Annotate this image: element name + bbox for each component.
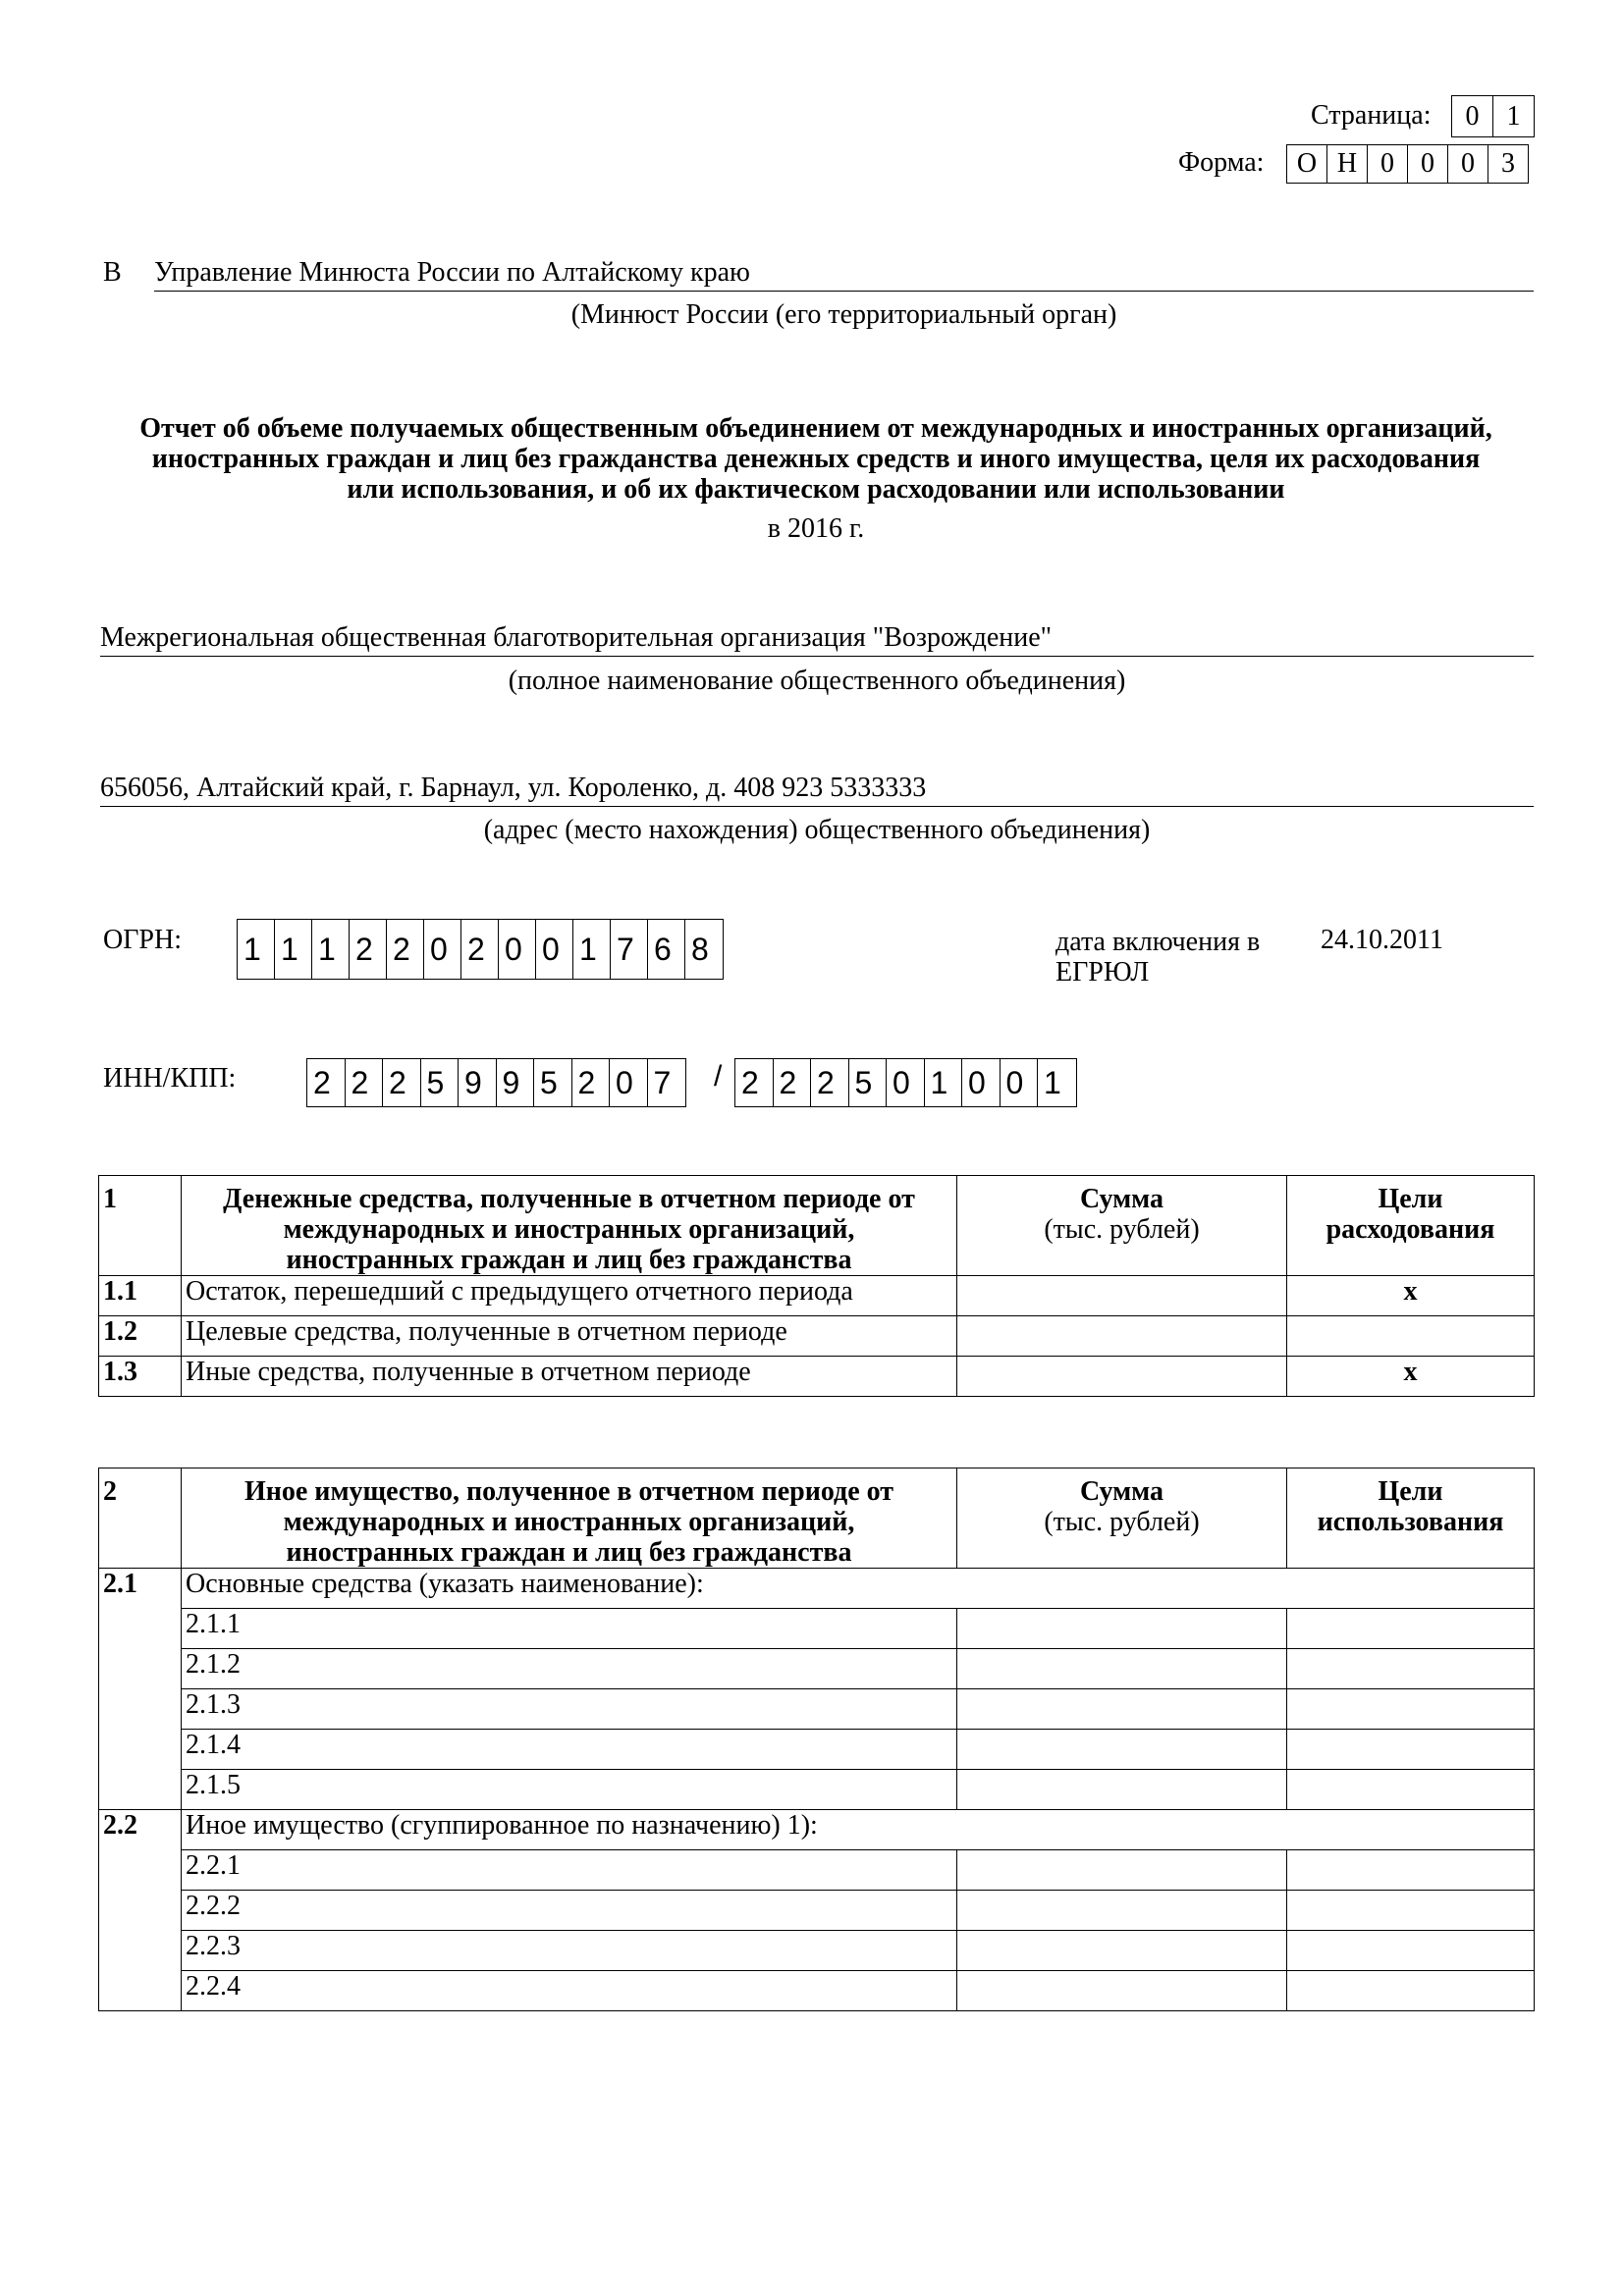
purpose-cell	[1287, 1850, 1535, 1891]
title-line-1: Отчет об объеме получаемых общественным объединением от международных и иностранных организаций,	[139, 413, 1492, 444]
sum-cell	[957, 1891, 1287, 1931]
page-number-boxes	[1451, 95, 1535, 137]
table-row	[99, 1649, 1535, 1689]
money-purpose-header	[1287, 1176, 1535, 1276]
sum-cell	[957, 1971, 1287, 2011]
page-digit-box: 1	[1506, 100, 1521, 132]
section-label: Иное имущество (сгуппированное по назначению) 1):	[182, 1810, 1535, 1850]
organization-name: Межрегиональная общественная благотворительная организация "Возрождение"	[100, 622, 1053, 653]
form-digit-box: 0	[1408, 145, 1448, 183]
ogrn-digit-box: 0	[536, 920, 573, 979]
ogrn-digit-box: 0	[499, 920, 536, 979]
table-row	[99, 1316, 1535, 1357]
form-code-boxes	[1286, 144, 1529, 184]
purpose-cell	[1287, 1931, 1535, 1971]
property-heading-line-3: иностранных граждан и лиц без гражданства	[286, 1537, 852, 1568]
table-row	[99, 1276, 1535, 1316]
table-row	[99, 1770, 1535, 1810]
table-row	[99, 1850, 1535, 1891]
table-row	[99, 1971, 1535, 2011]
money-table-number: 1	[99, 1176, 182, 1276]
money-table	[98, 1175, 1535, 1397]
page-digit-box: 0	[1452, 96, 1493, 136]
purpose-cell	[1287, 1609, 1535, 1649]
form-digit-box: 0	[1368, 145, 1408, 183]
row-number: 1.1	[99, 1276, 182, 1316]
property-sum-title: Сумма	[1079, 1476, 1164, 1507]
money-sum-unit: (тыс. рублей)	[1044, 1214, 1200, 1245]
inn-digit-box: 2	[383, 1059, 421, 1106]
property-table	[98, 1468, 1535, 2011]
inn-digit-box: 9	[459, 1059, 497, 1106]
inn-kpp-separator: /	[714, 1060, 723, 1093]
section-row	[99, 1810, 1535, 1850]
kpp-digit-box: 0	[962, 1059, 1001, 1106]
kpp-digit-box: 2	[811, 1059, 849, 1106]
purpose-cell	[1287, 1689, 1535, 1730]
address-caption: (адрес (место нахождения) общественного объединения)	[483, 815, 1151, 845]
item-number: 2.2.2	[182, 1891, 957, 1931]
report-year: в 2016 г.	[767, 513, 865, 544]
title-line-3: или использования, и об их фактическом расходовании или использовании	[347, 474, 1285, 505]
section-number: 2.1	[99, 1569, 182, 1810]
kpp-digit-box: 1	[925, 1059, 963, 1106]
address-value: 656056, Алтайский край, г. Барнаул, ул. Короленко, д. 408 923 5333333	[100, 773, 927, 803]
table-row	[99, 1891, 1535, 1931]
property-purpose-line-1: Цели	[1378, 1476, 1443, 1507]
row-label: Остаток, перешедший с предыдущего отчетного периода	[182, 1276, 957, 1316]
kpp-digit-box: 5	[849, 1059, 888, 1106]
recipient-field	[154, 257, 1534, 292]
item-number: 2.1.3	[182, 1689, 957, 1730]
kpp-digit-box: 0	[887, 1059, 925, 1106]
purpose-cell	[1287, 1891, 1535, 1931]
row-number: 1.3	[99, 1357, 182, 1397]
table-row	[99, 1931, 1535, 1971]
kpp-digit-box: 0	[1001, 1059, 1039, 1106]
purpose-cell	[1287, 1316, 1535, 1357]
kpp-boxes	[734, 1058, 1077, 1107]
inn-digit-box: 2	[346, 1059, 384, 1106]
ogrn-digit-box: 2	[461, 920, 499, 979]
item-number: 2.2.1	[182, 1850, 957, 1891]
ogrn-digit-box: 1	[275, 920, 312, 979]
property-table-header	[99, 1468, 1535, 1569]
property-table-heading	[182, 1468, 957, 1569]
sum-cell	[957, 1770, 1287, 1810]
item-number: 2.2.3	[182, 1931, 957, 1971]
sum-cell	[957, 1730, 1287, 1770]
money-purpose-line-1: Цели	[1378, 1184, 1443, 1214]
table-row	[99, 1609, 1535, 1649]
form-digit-box: Н	[1327, 145, 1368, 183]
money-table-heading	[182, 1176, 957, 1276]
item-number: 2.1.1	[182, 1609, 957, 1649]
recipient-value: Управление Минюста России по Алтайскому краю	[154, 257, 750, 288]
sum-cell	[957, 1689, 1287, 1730]
table-row	[99, 1689, 1535, 1730]
ogrn-digit-box: 1	[573, 920, 611, 979]
section-number: 2.2	[99, 1810, 182, 2011]
organization-name-caption: (полное наименование общественного объединения)	[508, 666, 1126, 696]
egrul-date-label-line1: дата включения в	[1055, 927, 1261, 957]
purpose-cell: х	[1287, 1276, 1535, 1316]
egrul-date-label	[1055, 927, 1260, 988]
property-heading-line-1: Иное имущество, полученное в отчетном периоде от	[243, 1476, 894, 1507]
table-row	[99, 1357, 1535, 1397]
form-digit-box: 0	[1448, 145, 1488, 183]
ogrn-digit-box: 1	[238, 920, 275, 979]
egrul-date-label-line2: ЕГРЮЛ	[1055, 957, 1150, 988]
ogrn-digit-box: 2	[387, 920, 424, 979]
sum-cell	[957, 1850, 1287, 1891]
recipient-prefix: В	[103, 257, 122, 288]
purpose-cell	[1287, 1971, 1535, 2011]
page-label: Страница:	[1311, 100, 1432, 131]
property-purpose-line-2: использования	[1317, 1507, 1504, 1537]
kpp-digit-box: 2	[735, 1059, 774, 1106]
recipient-caption: (Минюст России (его территориальный орган)	[570, 299, 1117, 330]
address-field	[100, 773, 1534, 807]
inn-digit-box: 2	[307, 1059, 346, 1106]
section-label: Основные средства (указать наименование):	[182, 1569, 1535, 1609]
title-line-2: иностранных граждан и лиц без гражданства денежных средств и иного имущества, целя их расходования	[151, 444, 1481, 474]
form-label: Форма:	[1178, 147, 1265, 178]
property-purpose-header	[1287, 1468, 1535, 1569]
organization-name-field	[100, 622, 1534, 657]
money-sum-header	[957, 1176, 1287, 1276]
inn-digit-box: 2	[572, 1059, 611, 1106]
table-row	[99, 1730, 1535, 1770]
purpose-cell: х	[1287, 1357, 1535, 1397]
inn-digit-box: 5	[421, 1059, 460, 1106]
item-number: 2.1.5	[182, 1770, 957, 1810]
money-sum-title: Сумма	[1079, 1184, 1164, 1214]
purpose-cell	[1287, 1649, 1535, 1689]
row-label: Целевые средства, полученные в отчетном периоде	[182, 1316, 957, 1357]
ogrn-boxes	[237, 919, 724, 980]
ogrn-digit-box: 1	[312, 920, 350, 979]
purpose-cell	[1287, 1730, 1535, 1770]
property-table-number: 2	[99, 1468, 182, 1569]
money-heading-line-1: Денежные средства, полученные в отчетном периоде от	[223, 1184, 915, 1214]
sum-cell	[957, 1316, 1287, 1357]
money-table-header	[99, 1176, 1535, 1276]
sum-cell	[957, 1357, 1287, 1397]
item-number: 2.1.4	[182, 1730, 957, 1770]
inn-boxes	[306, 1058, 686, 1107]
ogrn-digit-box: 8	[691, 931, 709, 967]
property-heading-line-2: международных и иностранных организаций,	[283, 1507, 855, 1537]
money-heading-line-2: международных и иностранных организаций,	[283, 1214, 855, 1245]
ogrn-digit-box: 2	[350, 920, 387, 979]
egrul-date-value: 24.10.2011	[1321, 925, 1443, 955]
ogrn-digit-box: 0	[424, 920, 461, 979]
inn-digit-box: 0	[610, 1059, 648, 1106]
item-number: 2.1.2	[182, 1649, 957, 1689]
sum-cell	[957, 1931, 1287, 1971]
property-sum-unit: (тыс. рублей)	[1044, 1507, 1200, 1537]
inn-kpp-label: ИНН/КПП:	[103, 1063, 237, 1094]
ogrn-label: ОГРН:	[103, 925, 182, 955]
item-number: 2.2.4	[182, 1971, 957, 2011]
row-label: Иные средства, полученные в отчетном периоде	[182, 1357, 957, 1397]
purpose-cell	[1287, 1770, 1535, 1810]
form-digit-box: 3	[1501, 148, 1515, 179]
money-heading-line-3: иностранных граждан и лиц без гражданства	[286, 1245, 852, 1275]
section-row	[99, 1569, 1535, 1609]
property-sum-header	[957, 1468, 1287, 1569]
inn-digit-box: 5	[534, 1059, 572, 1106]
sum-cell	[957, 1649, 1287, 1689]
form-digit-box: О	[1287, 145, 1327, 183]
kpp-digit-box: 1	[1044, 1064, 1061, 1100]
ogrn-digit-box: 6	[648, 920, 685, 979]
report-title	[98, 413, 1534, 505]
kpp-digit-box: 2	[774, 1059, 812, 1106]
inn-digit-box: 7	[653, 1064, 672, 1100]
inn-digit-box: 9	[497, 1059, 535, 1106]
sum-cell	[957, 1276, 1287, 1316]
money-purpose-line-2: расходования	[1325, 1214, 1495, 1245]
row-number: 1.2	[99, 1316, 182, 1357]
sum-cell	[957, 1609, 1287, 1649]
ogrn-digit-box: 7	[611, 920, 648, 979]
